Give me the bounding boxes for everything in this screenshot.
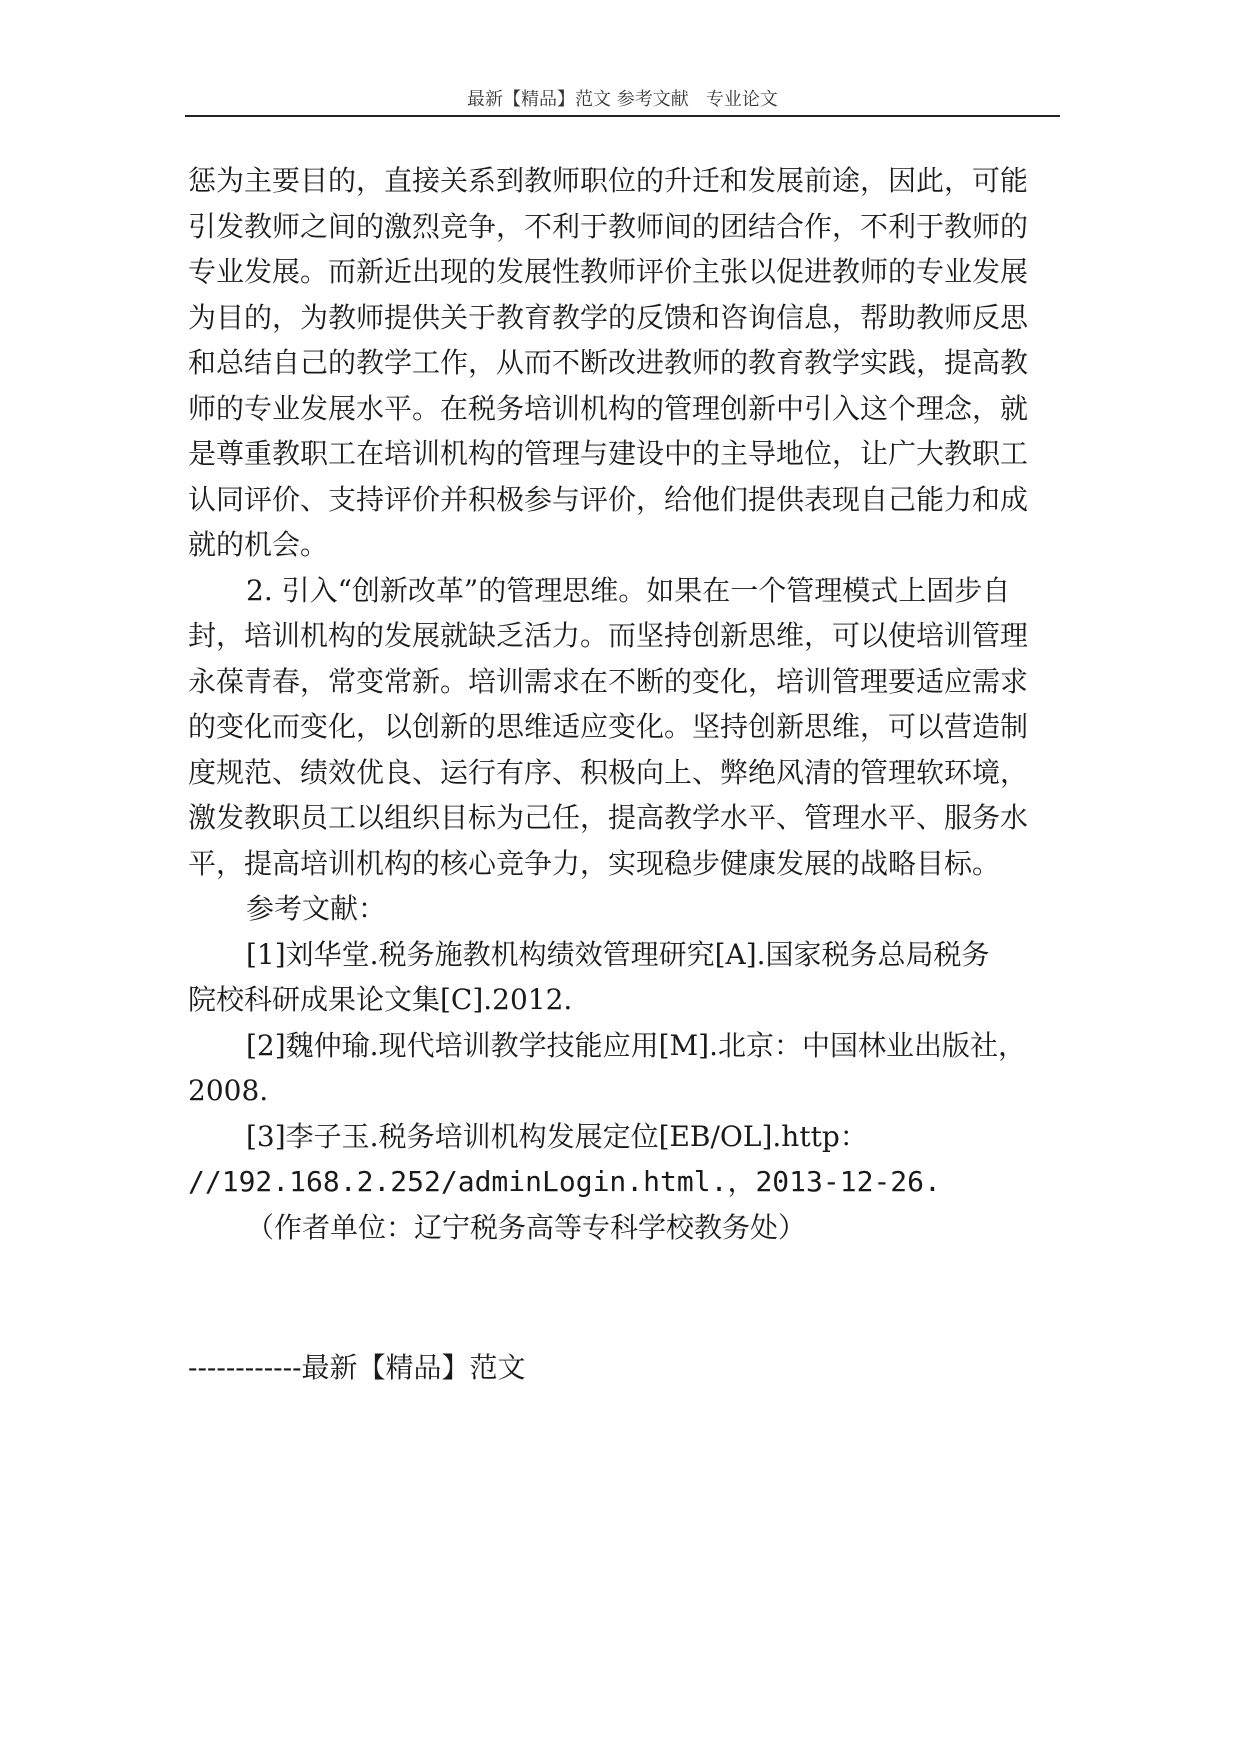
reference-line: 2008. [188,1074,269,1107]
body-text [188,158,1058,1250]
page-header: 最新【精品】范文 参考文献 专业论文 [467,89,778,110]
paragraph-line: 惩为主要目的，直接关系到教师职位的升迁和发展前途，因此，可能 [188,164,1029,197]
page-footer: ------------最新【精品】范文 [188,1351,526,1384]
paragraph-line: 度规范、绩效优良、运行有序、积极向上、弊绝风清的管理软环境， [188,755,1029,789]
reference-url-line: //192.168.2.252/adminLogin.html.，2013-12-26. [188,1165,941,1198]
paragraph-line: 为目的，为教师提供关于教育教学的反馈和咨询信息，帮助教师反思 [188,300,1029,334]
reference-line: [1]刘华堂.税务施教机构绩效管理研究[A].国家税务总局税务 [246,937,990,971]
paragraph-line: 是尊重教职工在培训机构的管理与建设中的主导地位，让广大教职工 [188,437,1029,470]
paragraph-line: 2. 引入“创新改革”的管理思维。如果在一个管理模式上固步自 [246,573,1011,607]
paragraph-line: 专业发展。而新近出现的发展性教师评价主张以促进教师的专业发展 [188,255,1029,288]
reference-line: [2]魏仲瑜.现代培训教学技能应用[M].北京：中国林业出版社， [246,1028,1026,1062]
paragraph-line: 封，培训机构的发展就缺乏活力。而坚持创新思维，可以使培训管理 [188,619,1029,652]
paragraph-line: 永葆青春，常变常新。培训需求在不断的变化，培训管理要适应需求 [188,664,1029,698]
reference-line: 院校科研成果论文集[C].2012. [188,983,573,1016]
paragraph-line: 就的机会。 [188,528,329,561]
paragraph-line: 师的专业发展水平。在税务培训机构的管理创新中引入这个理念，就 [188,391,1029,425]
reference-line: [3]李子玉.税务培训机构发展定位[EB/OL].http： [246,1119,868,1153]
paragraph-line: 和总结自己的教学工作，从而不断改进教师的教育教学实践，提高教 [188,346,1029,379]
paragraph-line: 认同评价、支持评价并积极参与评价，给他们提供表现自己能力和成 [188,482,1029,516]
paragraph-line: 激发教职员工以组织目标为己任，提高教学水平、管理水平、服务水 [188,801,1029,834]
author-affiliation: （作者单位：辽宁税务高等专科学校教务处） [246,1210,807,1244]
header-divider [185,115,1060,117]
paragraph-line: 引发教师之间的激烈竞争，不利于教师间的团结合作，不利于教师的 [188,209,1029,243]
paragraph-line: 的变化而变化，以创新的思维适应变化。坚持创新思维，可以营造制 [188,710,1029,743]
paragraph-line: 平，提高培训机构的核心竞争力，实现稳步健康发展的战略目标。 [188,846,1001,880]
references-heading: 参考文献： [246,892,387,925]
